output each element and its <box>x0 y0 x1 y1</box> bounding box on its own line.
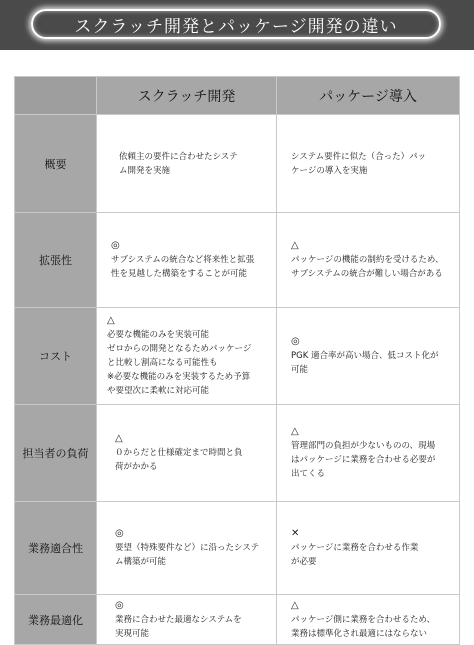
table-row <box>15 595 460 645</box>
rating-mark: ◎ <box>291 336 300 347</box>
cell-line: パッケージの機能の制約を受けるため、 <box>291 255 444 265</box>
row-label: 担当者の負荷 <box>15 405 97 502</box>
cell-line: 性を見越した構築をすることが可能 <box>111 269 248 279</box>
table-row <box>15 115 460 213</box>
cell-line: 管理部門の負担が少ないものの、現場 <box>291 441 436 451</box>
rating-mark: △ <box>291 240 299 251</box>
cell-line: 依頼主の要件に合わせたシステ <box>119 151 238 162</box>
cell-line: パッケージ側に業務を合わせるため、 <box>291 615 435 625</box>
scratch-cell <box>97 213 277 308</box>
row-label: 業務最適化 <box>15 595 97 645</box>
rating-mark: ◎ <box>111 240 120 251</box>
cell-line: が必要 <box>291 557 317 567</box>
cell-line: ゼロからの開発となるためパッケージ <box>107 344 252 354</box>
cell-line: 出てくる <box>291 469 326 479</box>
row-label: 業務適合性 <box>15 502 97 595</box>
table-row <box>15 405 460 502</box>
package-cell <box>277 405 460 502</box>
rating-mark: △ <box>115 433 123 444</box>
row-label: コスト <box>15 308 97 405</box>
rating-mark: △ <box>291 426 299 437</box>
column-header-package: パッケージ導入 <box>277 77 460 115</box>
table-row <box>15 213 460 308</box>
cell-line: 要望（特殊要件など）に沿ったシステ <box>115 543 260 553</box>
cell-line: はパッケージに業務を合わせる必要が <box>291 455 436 465</box>
rating-mark: △ <box>107 315 115 326</box>
scratch-cell <box>97 115 277 213</box>
column-header-scratch: スクラッチ開発 <box>97 77 277 115</box>
cell-line: パッケージに業務を合わせる作業 <box>291 543 419 553</box>
rating-mark: ◎ <box>115 600 124 611</box>
package-cell <box>277 595 460 645</box>
cell-line: 荷がかかる <box>115 462 158 472</box>
cell-line: システム要件に似た（合った）パッ <box>291 151 427 162</box>
package-cell <box>277 502 460 595</box>
comparison-table <box>14 76 460 645</box>
cell-line: サブシステムの統合が難しい場合がある <box>291 269 443 279</box>
cell-line: 実現可能 <box>115 629 150 639</box>
scratch-cell <box>97 405 277 502</box>
cell-line: と比較し割高になる可能性も <box>107 358 218 368</box>
page-title: スクラッチ開発とパッケージ開発の違い <box>31 9 441 39</box>
cell-line: 必要な機能のみを実装可能 <box>107 330 210 340</box>
cell-line: ケージの導入を実施 <box>291 165 368 176</box>
row-label: 概要 <box>15 115 97 213</box>
cell-line: PGK 適合率が高い場合、低コスト化が <box>291 351 439 361</box>
table-row <box>15 502 460 595</box>
cell-line: 業務に合わせた最適なシステムを <box>115 615 242 625</box>
cell-line: サブシステムの統合など将来性と拡張 <box>111 255 255 265</box>
rating-mark: ◎ <box>115 528 124 539</box>
cell-line: 可能 <box>291 365 309 375</box>
cell-line: や要望次に柔軟に対応可能 <box>107 386 210 396</box>
package-cell <box>277 115 460 213</box>
title-banner <box>0 0 474 50</box>
scratch-cell <box>97 595 277 645</box>
cell-line: ム構築が可能 <box>115 557 167 567</box>
cell-line: ム開発を実施 <box>119 165 171 176</box>
header-corner <box>15 77 97 115</box>
row-label: 拡張性 <box>15 213 97 308</box>
table-row <box>15 308 460 405</box>
rating-mark: △ <box>291 600 299 611</box>
package-cell <box>277 308 460 405</box>
cell-line: 業務は標準化され最適にはならない <box>291 629 428 639</box>
rating-mark: ✕ <box>291 528 300 539</box>
cell-line: ０からだと仕様確定まで時間と負 <box>115 448 243 458</box>
cell-line: ※必要な機能のみを実装するため予算 <box>107 372 251 382</box>
package-cell <box>277 213 460 308</box>
scratch-cell <box>97 502 277 595</box>
scratch-cell <box>97 308 277 405</box>
